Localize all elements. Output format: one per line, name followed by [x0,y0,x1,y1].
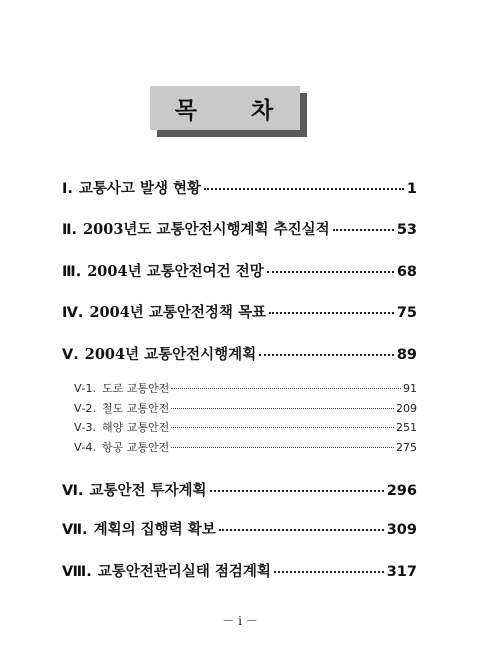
toc-entry-label: 철도 교통안전 [102,402,170,415]
toc-entry-page: 309 [386,522,417,538]
toc-entry-number: Ⅴ-2. [74,402,96,415]
dot-leader [171,408,394,409]
dot-leader [171,427,394,428]
toc-title-left: 목 [174,97,199,124]
toc-entry-number: Ⅵ. [62,483,84,499]
dot-leader [333,229,394,231]
toc-entry-number: Ⅷ. [62,564,92,580]
toc-entry-label: 교통안전관리실태 점검계획 [97,563,271,580]
dot-leader [259,354,394,356]
toc-entry-label: 도로 교통안전 [102,382,170,395]
toc-entry-page: 209 [396,402,417,415]
toc-subentry-5-4[interactable] [74,439,417,455]
toc-entry-2[interactable] [62,218,417,239]
toc-entry-1[interactable] [62,177,417,198]
toc-entry-label: 교통사고 발생 현황 [78,180,202,197]
toc-entry-number: Ⅰ. [62,181,73,197]
toc-entry-page: 1 [406,181,417,197]
dot-leader [219,529,384,531]
toc-entry-label: 2004년 교통안전정책 목표 [89,304,266,321]
page-number-footer: － i － [222,614,258,628]
toc-entry-number: Ⅳ. [62,305,84,321]
dot-leader [171,447,394,448]
dot-leader [210,490,384,492]
toc-entry-number: Ⅴ-3. [74,421,96,434]
toc-entry-label: 2004년 교통안전시행계획 [84,346,257,363]
toc-entry-6[interactable] [62,479,417,500]
dot-leader [269,312,394,314]
dot-leader [274,571,384,573]
toc-entry-7[interactable] [62,518,417,539]
toc-entry-label: 계획의 집행력 확보 [93,521,216,538]
toc-entry-number: Ⅴ. [62,347,79,363]
toc-entry-number: Ⅱ. [62,222,78,238]
toc-entry-label: 항공 교통안전 [102,441,170,454]
toc-entry-page: 275 [396,441,417,454]
toc-subentry-5-3[interactable] [74,419,417,435]
toc-entry-page: 317 [386,564,417,580]
toc-entry-number: Ⅶ. [62,522,88,538]
toc-entry-page: 75 [396,305,417,321]
toc-entry-page: 68 [396,264,417,280]
toc-title-right: 차 [251,97,276,124]
dot-leader [267,271,394,273]
toc-subentry-5-1[interactable] [74,380,417,396]
toc-entry-page: 251 [396,421,417,434]
toc-entry-8[interactable] [62,560,417,581]
toc-entry-4[interactable] [62,301,417,322]
toc-entry-number: Ⅴ-4. [74,441,96,454]
toc-entry-number: Ⅲ. [62,264,82,280]
toc-entry-number: Ⅴ-1. [74,382,96,395]
toc-entry-page: 89 [396,347,417,363]
toc-entry-page: 53 [396,222,417,238]
toc-subentry-5-2[interactable] [74,400,417,416]
toc-entry-3[interactable] [62,260,417,281]
toc-entry-label: 해양 교통안전 [102,421,170,434]
toc-entry-label: 2004년 교통안전여건 전망 [87,263,264,280]
toc-entry-5[interactable] [62,343,417,364]
toc-entry-page: 91 [403,382,417,395]
toc-entry-label: 2003년도 교통안전시행계획 추진실적 [83,221,330,238]
dot-leader [204,188,404,190]
dot-leader [171,388,401,389]
toc-entry-label: 교통안전 투자계획 [89,482,207,499]
toc-entry-page: 296 [386,483,417,499]
